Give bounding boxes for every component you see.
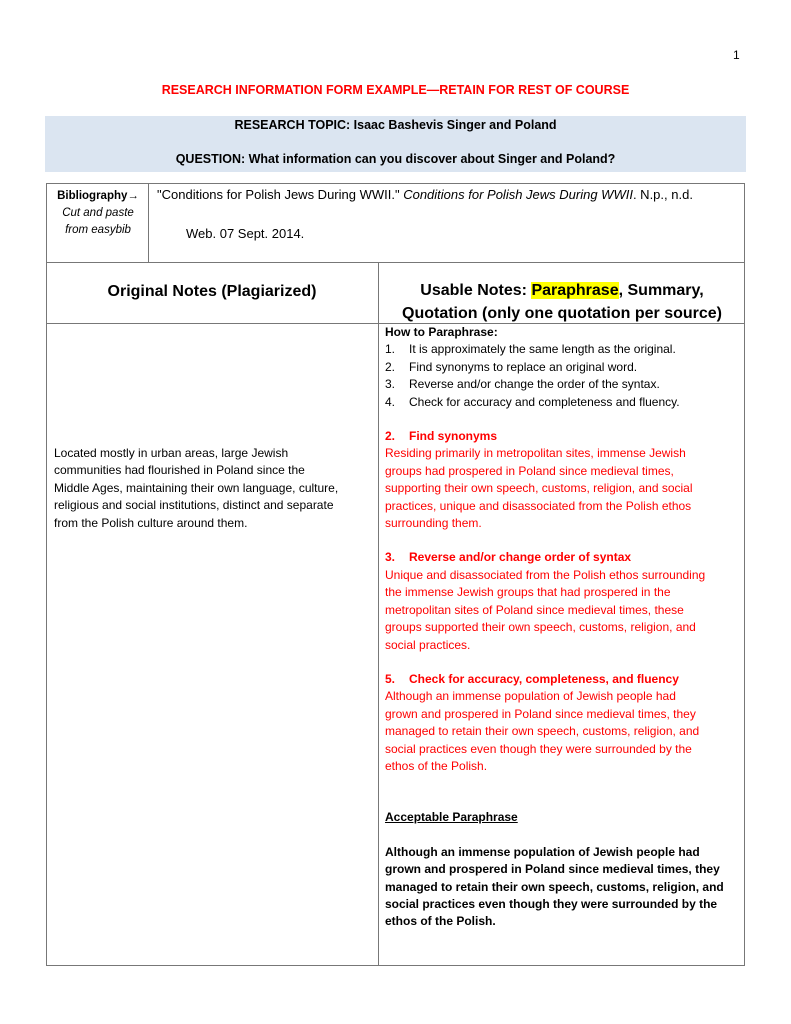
divider	[148, 183, 149, 262]
text-line: communities had flourished in Poland since the	[54, 463, 305, 478]
usable-notes-text	[385, 324, 724, 931]
step-number: 3.	[385, 377, 396, 392]
citation-publisher: . N.p., n.d.	[632, 187, 693, 202]
section-title: Check for accuracy, completeness, and fluency	[409, 671, 679, 686]
how-to-heading: How to Paraphrase:	[385, 325, 498, 339]
paraphrase-line: practices, unique and disassociated from the Polish ethos	[385, 498, 692, 513]
paraphrase-line: grown and prospered in Poland since medieval times, they	[385, 706, 696, 721]
header-text: , Summary,	[618, 282, 704, 299]
acceptable-paraphrase-line: social practices even though they were surrounded by the	[385, 896, 718, 911]
acceptable-paraphrase-heading: Acceptable Paraphrase	[385, 810, 518, 825]
paraphrase-line: social practices even though they were surrounded by the	[385, 741, 692, 756]
section-number: 2.	[385, 429, 396, 444]
step-text: Check for accuracy and completeness and fluency.	[409, 394, 680, 409]
paraphrase-line: metropolitan sites of Poland since medieval times, these	[385, 602, 684, 617]
paraphrase-line: supporting their own speech, customs, religion, and social	[385, 481, 693, 496]
paraphrase-line: groups supported their own speech, customs, religion, and	[385, 620, 696, 635]
paraphrase-line: Although an immense population of Jewish people had	[385, 689, 676, 704]
bibliography-hint: from easybib	[65, 224, 131, 236]
highlighted-paraphrase: Paraphrase	[531, 282, 619, 299]
citation-title: "Conditions for Polish Jews During WWII."	[157, 187, 404, 202]
header-text: Usable Notes:	[420, 282, 532, 299]
citation[interactable]	[157, 187, 693, 202]
section-title: Find synonyms	[409, 429, 498, 444]
page-number: 1	[733, 48, 740, 62]
citation-source: Conditions for Polish Jews During WWII	[403, 187, 633, 202]
how-to-step	[385, 359, 724, 376]
acceptable-paraphrase-line: grown and prospered in Poland since medieval times, they	[385, 862, 720, 877]
acceptable-paraphrase-line: managed to retain their own speech, customs, religion, and	[385, 879, 724, 894]
text-line: Located mostly in urban areas, large Jewish	[54, 446, 289, 460]
paraphrase-line: managed to retain their own speech, customs, religion, and	[385, 724, 700, 739]
paraphrase-line: ethos of the Polish.	[385, 758, 488, 773]
bibliography-label-cell	[52, 188, 144, 239]
how-to-step	[385, 341, 724, 358]
paraphrase-line: Residing primarily in metropolitan sites, immense Jewish	[385, 446, 686, 461]
paraphrase-line: Unique and disassociated from the Polish ethos surrounding	[385, 567, 706, 582]
divider	[378, 262, 379, 966]
header-text: Quotation (only one quotation per source)	[402, 305, 722, 322]
step-number: 1.	[385, 342, 396, 357]
section-heading	[385, 671, 724, 688]
usable-notes-header	[379, 279, 745, 325]
step-text: Find synonyms to replace an original word.	[409, 359, 638, 374]
step-text: Reverse and/or change the order of the syntax.	[409, 377, 660, 392]
section-number: 3.	[385, 550, 396, 565]
step-number: 4.	[385, 394, 396, 409]
paraphrase-line: social practices.	[385, 637, 471, 652]
divider	[46, 262, 745, 263]
step-number: 2.	[385, 359, 396, 374]
text-line: Middle Ages, maintaining their own language, culture,	[54, 480, 339, 495]
research-question: QUESTION: What information can you discover about Singer and Poland?	[175, 152, 616, 166]
section-heading	[385, 549, 724, 566]
original-notes-header: Original Notes (Plagiarized)	[107, 283, 317, 300]
research-topic: RESEARCH TOPIC: Isaac Bashevis Singer and Poland	[234, 118, 557, 132]
section-title: Reverse and/or change order of syntax	[409, 550, 632, 565]
original-notes-text	[54, 445, 338, 532]
how-to-step	[385, 394, 724, 411]
topic-band	[45, 116, 746, 172]
form-title: RESEARCH INFORMATION FORM EXAMPLE—RETAIN FOR REST OF COURSE	[161, 83, 630, 97]
text-line: religious and social institutions, distinct and separate	[54, 498, 334, 513]
paraphrase-line: groups had prospered in Poland since medieval times,	[385, 463, 674, 478]
citation-access-date: Web. 07 Sept. 2014.	[186, 226, 305, 241]
section-number: 5.	[385, 671, 396, 686]
section-heading	[385, 428, 724, 445]
how-to-step	[385, 376, 724, 393]
bibliography-label: Bibliography→	[57, 190, 139, 202]
text-line: from the Polish culture around them.	[54, 515, 248, 530]
acceptable-paraphrase-line: ethos of the Polish.	[385, 914, 496, 929]
acceptable-paraphrase-line: Although an immense population of Jewish people had	[385, 844, 700, 859]
step-text: It is approximately the same length as the original.	[409, 342, 676, 357]
bibliography-hint: Cut and paste	[62, 207, 134, 219]
paraphrase-line: the immense Jewish groups that had prospered in the	[385, 585, 671, 600]
paraphrase-line: surrounding them.	[385, 516, 482, 531]
